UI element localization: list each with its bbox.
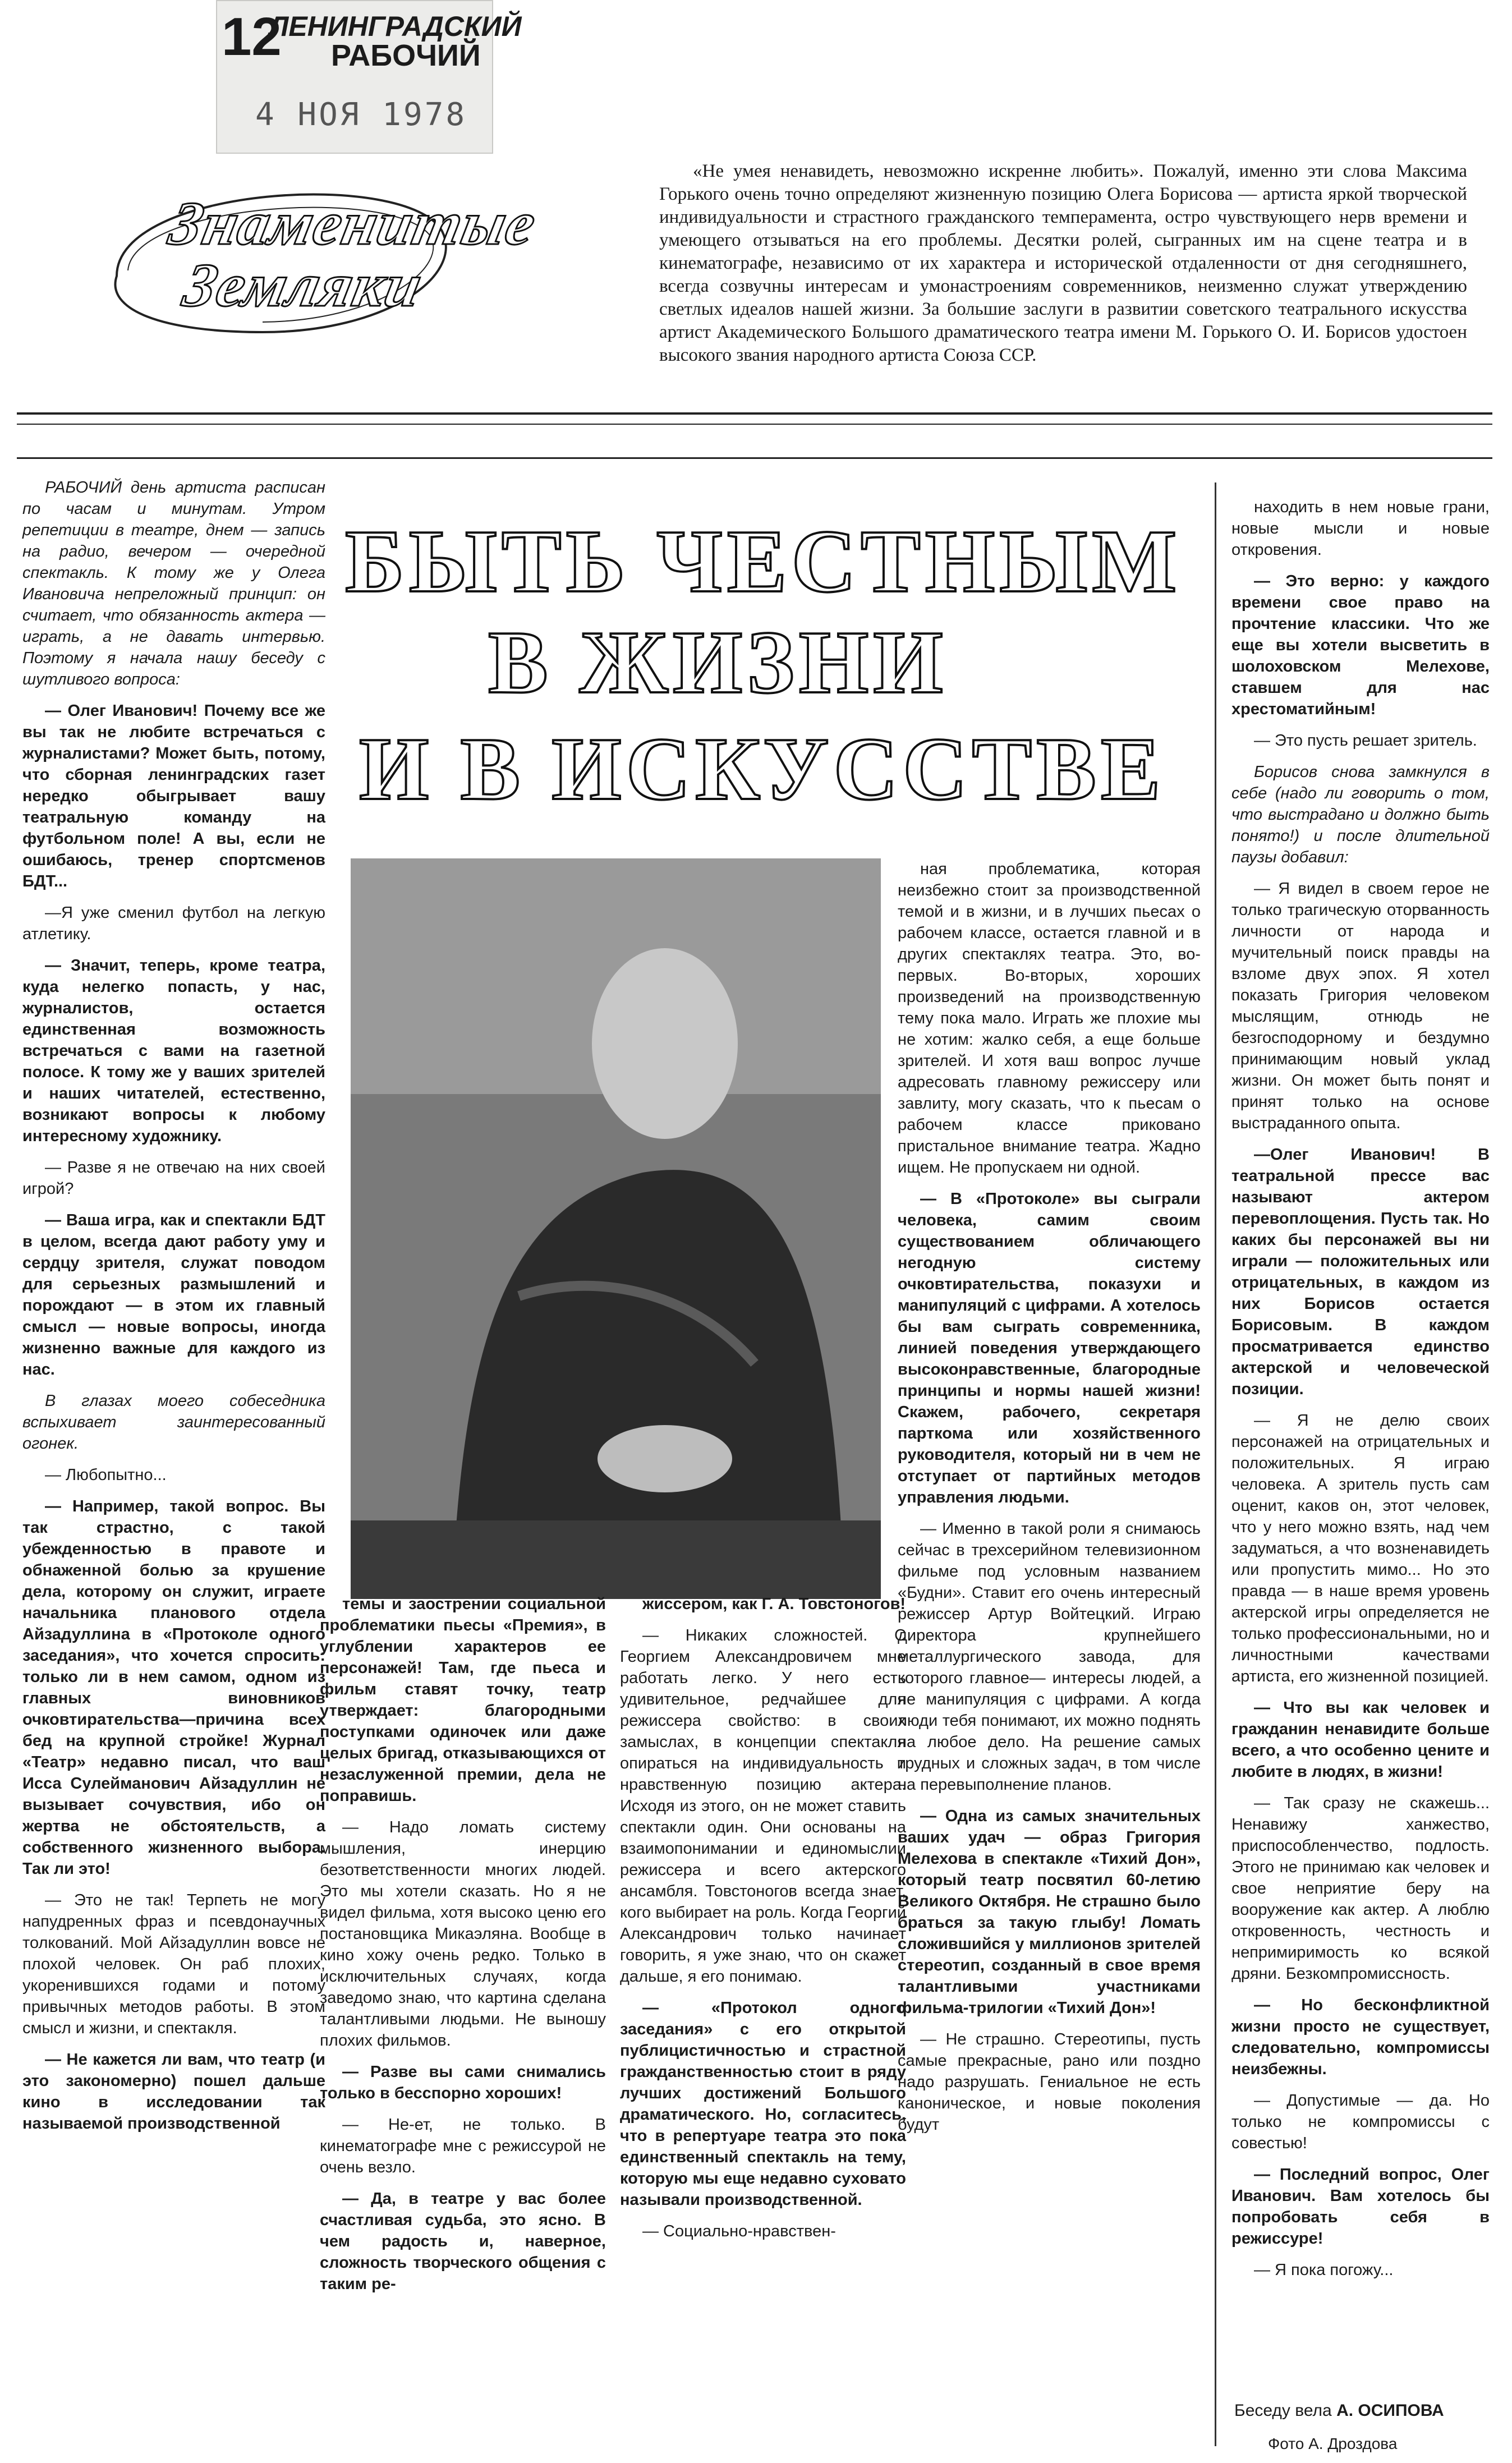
article-paragraph: жиссером, как Г. А. Товстоногов! xyxy=(642,1595,906,1613)
article-paragraph: — Надо ломать систему мышления, инерцию безответственности многих людей. Это мы хотели сказать. Но я не видел фильма, хотя высоко ценю его постановщика Микаэляна. Вообще в кино хожу очень редко. Только в исключительных случаях, когда заведомо знаю, что картина сделана талантливыми людьми. Не выношу плохих фильмов. xyxy=(320,1818,606,2050)
article-paragraph: — Я видел в своем герое не только трагическую оторванность личности от народа и мучительный поиск правды на взломе двух эпох. Я хотел показать Григория человеком мыслящим, отнюдь не безгосподорному и бездумно принимающим новый уклад жизни. Он может быть понят и принят только на основе выстраданного опыта. xyxy=(1231,880,1490,1132)
article-paragraph: — Разве я не отвечаю на них своей игрой? xyxy=(22,1159,325,1198)
article-paragraph: — Допустимые — да. Но только не компромиссы с совестью! xyxy=(1231,2092,1490,2152)
article-paragraph: —Олег Иванович! В театральной прессе вас называют актером перевоплощения. Пусть так. Но каких бы персонажей вы ни играли — положительных или отрицательных, в каждом из них Борисов остается Борисовым. В каждом просматривается единство актерской и человеческой позиции. xyxy=(1231,1146,1490,1398)
article-paragraph: находить в нем новые грани, новые мысли и новые откровения. xyxy=(1231,498,1490,559)
article-paragraph: — Социально-нравствен- xyxy=(642,2222,836,2240)
article-paragraph: — Я пока погожу... xyxy=(1254,2261,1394,2279)
headline-line3: И В ИСКУССТВЕ xyxy=(359,719,1165,819)
article-paragraph: — Это не так! Терпеть не могу напудренных фраз и псевдонаучных толкований. Мой Айзадуллин вовсе не плохой человек. Он раб плохих, укоренившихся годами и потому привычных методов работы. В этом смысл и жизни, и спектакля. xyxy=(22,1891,325,2037)
newspaper-name-line2: РАБОЧИЙ xyxy=(331,39,481,72)
article-column-5 xyxy=(1231,497,1490,2291)
article-paragraph: — Так сразу не скажешь... Ненавижу ханжество, приспособленчество, подлость. Этого не принимаю как человек и свое неприятие беру на вооружение как актер. А люблю откровенность, честность и непримиримость ко всякой дряни. Безкомпромиссность. xyxy=(1231,1794,1490,1983)
headline-line2: В ЖИЗНИ xyxy=(488,612,948,712)
article-paragraph: — Олег Иванович! Почему все же вы так не любите встречаться с журналистами? Может быть, потому, что сборная ленинградских газет нередко обыгрывает вашу театральную команду на футбольном поле! А вы, если не ошибаюсь, тренер спортсменов БДТ... xyxy=(22,702,325,890)
portrait-photo xyxy=(351,858,881,1599)
article-paragraph: В глазах моего собеседника вспыхивает заинтересованный огонек. xyxy=(22,1392,325,1453)
divider-rule xyxy=(17,424,1492,425)
article-column-1 xyxy=(22,477,325,2144)
article-paragraph: — Но бесконфликтной жизни просто не существует, следовательно, компромиссы неизбежны. xyxy=(1231,1996,1490,2078)
article-paragraph: — Что вы как человек и гражданин ненавидите больше всего, а что особенно цените и любите в людях, в жизни! xyxy=(1231,1699,1490,1781)
article-column-3 xyxy=(620,1593,906,2252)
article-paragraph: — «Протокол одного заседания» с его открытой публицистичностью и страстной гражданственностью стоит в ряду лучших достижений Большого драматического. Но, согласитесь, что в репертуаре театра это пока единственный спектакль на тему, которую мы еще недавно суховато называли производственной. xyxy=(620,1999,906,2209)
divider-rule xyxy=(17,457,1492,459)
photo-credit: Фото А. Дроздова xyxy=(1268,2435,1398,2452)
page-number: 12 xyxy=(222,7,282,67)
column-divider xyxy=(1215,483,1216,2446)
article-paragraph: — Не кажется ли вам, что театр (и это закономерно) пошел дальше кино в исследовании так называемой производственной xyxy=(22,2051,325,2133)
article-paragraph: — Я не делю своих персонажей на отрицательных и положительных. Я играю человека. А зритель пусть сам оценит, каков он, этот человек, что у него можно взять, над чем задуматься, а что возненавидеть или пропустить мимо... Но это правда — в наше время уровень актерской игры определяется не только профессиональными, но и личностными качествами артиста, его жизненной позицией. xyxy=(1231,1412,1490,1685)
date-stamp: 4 НОЯ 1978 xyxy=(255,97,467,133)
article-paragraph: — Не страшно. Стереотипы, пусть самые прекрасные, рано или поздно надо разрушать. Гениальное не есть каноническое, и новые поколения будут xyxy=(898,2030,1201,2134)
headline-line1: БЫТЬ ЧЕСТНЫМ xyxy=(345,511,1182,611)
rubric-title-line2: Земляки xyxy=(178,251,429,319)
article-paragraph: — Например, такой вопрос. Вы так страстно, с такой убежденностью в правоте и обнаженной болью за крушение дела, которому он служит, играете начальника планового отдела Айзадуллина в «Протоколе одного заседания», что хочется спросить: только ли в нем самом, одном из главных виновников очковтирательства—причина всех бед на крупной стройке! Журнал «Театр» недавно писал, что ваш Исса Сулейманович Айзадуллин не вызывает сочувствия, ибо он жертва не обстоятельств, а собственного жизненного выбора. Так ли это! xyxy=(22,1497,325,1878)
article-column-2 xyxy=(320,1593,606,2305)
article-paragraph: — В «Протоколе» вы сыграли человека, самим своим существованием обличающего негодную систему очковтирательства, показухи и манипуляций с цифрами. А хотелось бы вам сыграть современника, линией поведения утверждающего высоконравственные, благородные принципы и нормы нашей жизни! Скажем, рабочего, секретаря парткома или хозяйственного руководителя, который ни в чем не отступает от партийных методов управления людьми. xyxy=(898,1190,1201,1506)
divider-rule xyxy=(17,412,1492,415)
article-paragraph: темы и заострении социальной проблематики пьесы «Премия», в углублении характеров ее персонажей! Там, где пьеса и фильм ставят точку, театр утверждает: благородными поступками одиночек или даже целых бригад, отказывающихся от незаслуженной премии, дела не поправишь. xyxy=(320,1595,606,1805)
byline-name: А. ОСИПОВА xyxy=(1336,2401,1444,2420)
article-paragraph: — Никаких сложностей. С Георгием Александровичем мне работать легко. У него есть удивительное, редчайшее для режиссера свойство: в своих замыслах, в концепции спектакля опираться на индивидуальность и нравственную позицию актера. Исходя из этого, он не может ставить спектакли один. Они основаны на взаимопонимании и единомыслии режиссера и всего актерского ансамбля. Товстоногов всегда знает, кого выбирает на роль. Когда Георгий Александрович только начинает говорить, я уже знаю, что он скажет дальше, я его понимаю. xyxy=(620,1626,906,1986)
rubric-title-line1: Знаменитые xyxy=(164,189,543,258)
article-paragraph: — Значит, теперь, кроме театра, куда нелегко попасть, у нас, журналистов, остается единственная возможность встречаться с вами на газетной полосе. К тому же у ваших зрителей и наших читателей, естественно, возникают вопросы к любому интересному художнику. xyxy=(22,957,325,1145)
article-paragraph: — Одна из самых значительных ваших удач — образ Григория Мелехова в спектакле «Тихий Дон», который театр посвятил 60-летию Великого Октября. Не страшно было браться за такую глыбу! Ломать сложившийся у миллионов зрителей стереотип, созданный в свое время талантливыми участниками фильма-трилогии «Тихий Дон»! xyxy=(898,1807,1201,2017)
article-paragraph: — Последний вопрос, Олег Иванович. Вам хотелось бы попробовать себя в режиссуре! xyxy=(1231,2166,1490,2248)
article-column-4 xyxy=(898,858,1201,2145)
article-paragraph: — Ваша игра, как и спектакли БДТ в целом, всегда дают работу уму и сердцу зрителя, служат поводом для серьезных размышлений и порождают — в этом их главный смысл — новые вопросы, иногда жизненно важные для каждого из нас. xyxy=(22,1211,325,1378)
article-paragraph: — Именно в такой роли я снимаюсь сейчас в трехсерийном телевизионном фильме под условным названием «Будни». Ставит его очень интересный режиссер Артур Войтецкий. Играю директора крупнейшего металлургического завода, для которого главное— интересы людей, а не манипуляция с цифрами. А когда люди тебя понимают, их можно поднять на любое дело. На решение самых трудных и сложных задач, в том числе на перевыполнение планов. xyxy=(898,1520,1201,1794)
article-paragraph: — Разве вы сами снимались только в бесспорно хороших! xyxy=(320,2063,606,2102)
article-paragraph: Борисов снова замкнулся в себе (надо ли говорить о том, что выстрадано и должно быть понято!) и после длительной паузы добавил: xyxy=(1231,763,1490,866)
byline xyxy=(1234,2401,1444,2420)
article-paragraph: —Я уже сменил футбол на легкую атлетику. xyxy=(22,904,325,943)
intro-paragraph: «Не умея ненавидеть, невозможно искренне любить». Пожалуй, именно эти слова Максима Горького очень точно определяют жизненную позицию Олега Борисова — артиста яркой творческой индивидуальности и страстного гражданского темперамента, остро чувствующего нерв времени и умеющего отзываться на его проблемы. Десятки ролей, сыгранных им на сцене театра и в кинематографе, независимо от их характера и исторической отдаленности от дня сегодняшнего, всегда созвучны интересам и умонастроениям современников, неизменно служат утверждению светлых идеалов нашей жизни. За большие заслуги в развитии советского театрального искусства артист Академического Большого драматического театра имени М. Горького О. И. Борисов удостоен высокого звания народного артиста Союза ССР. xyxy=(659,161,1467,365)
byline-lead: Беседу вела xyxy=(1234,2401,1332,2420)
article-paragraph: — Это пусть решает зритель. xyxy=(1254,732,1477,750)
article-paragraph: РАБОЧИЙ день артиста расписан по часам и минутам. Утром репетиции в театре, днем — запись на радио, вечером — очередной спектакль. К тому же у Олега Ивановича непреложный принцип: он считает, что обязанность актера — играть, а не давать интервью. Поэтому я начала нашу беседу с шутливого вопроса: xyxy=(22,479,325,688)
newspaper-name: ЛЕНИНГРАДСКИЙ xyxy=(269,11,522,42)
article-paragraph: — Любопытно... xyxy=(45,1466,167,1484)
article-paragraph: ная проблематика, которая неизбежно стоит за производственной темой и в жизни, и в лучших пьесах о рабочем классе, остается главной и в других спектаклях театра. Это, во-первых. Во-вторых, хороших произведений на производственную тему пока мало. Играть же плохие мы не хотим: жалко себя, а еще больше зрителей. И хотя ваш вопрос лучше адресовать главному режиссеру или завлиту, могу сказать, что к пьесам о рабочем классе приковано пристальное внимание театра. Жадно ищем. Не пропускаем ни одной. xyxy=(898,860,1201,1177)
article-paragraph: — Это верно: у каждого времени свое право на прочтение классики. Что же еще вы хотели высветить в шолоховском Мелехове, ставшем для нас хрестоматийным! xyxy=(1231,572,1490,718)
article-paragraph: — Да, в театре у вас более счастливая судьба, это ясно. В чем радость и, наверное, сложность творческого общения с таким ре- xyxy=(320,2190,606,2293)
article-paragraph: — Не-ет, не только. В кинематографе мне с режиссурой не очень везло. xyxy=(320,2116,606,2176)
